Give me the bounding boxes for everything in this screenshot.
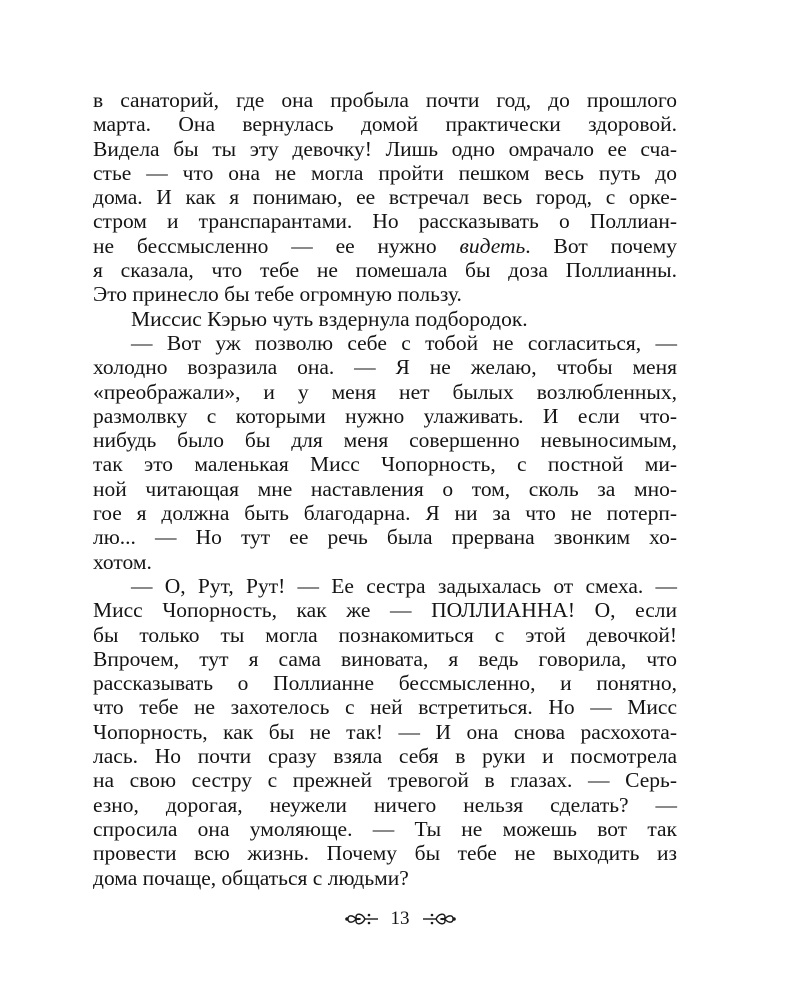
text-line: Мисс Чопорность, как же — ПОЛЛИАННА! О, если — [93, 598, 677, 623]
text-line: что тебе не захотелось с ней встретиться. Но — Мисс — [93, 695, 677, 720]
page-text — [93, 88, 677, 890]
text-line: — Вот уж позволю себе с тобой не согласиться, — — [131, 330, 677, 355]
text-line: «преображали», и у меня нет былых возлюбленных, — [93, 379, 677, 404]
text-line: хотом. — [93, 549, 152, 574]
text-line: лась. Но почти сразу взяла себя в руки и посмотрела — [93, 744, 677, 769]
text-line: Миссис Кэрью чуть вздернула подбородок. — [131, 306, 528, 331]
text-line: бы только ты могла познакомиться с этой девочкой! — [93, 622, 677, 647]
text-line: гое я должна быть благодарна. Я ни за что не потерп- — [93, 501, 677, 526]
text-line: в санаторий, где она пробыла почти год, до прошлого — [93, 88, 677, 112]
text-line: стье — что она не могла пройти пешком весь путь до — [93, 160, 677, 185]
text-line: нибудь было бы для меня совершенно невыносимым, — [93, 428, 677, 453]
text-line: рассказывать о Поллианне бессмысленно, и понятно, — [93, 671, 677, 696]
text-line: не бессмысленно — ее нужно видеть. Вот почему — [93, 233, 677, 258]
text-line: холодно возразила она. — Я не желаю, чтобы меня — [93, 355, 677, 380]
text-line: стром и транспарантами. Но рассказывать о Поллиан- — [93, 209, 677, 234]
text-line: дома. И как я понимаю, ее встречал весь город, с орке- — [93, 185, 677, 210]
right-ornament-icon — [422, 910, 456, 928]
text-line: провести всю жизнь. Почему бы тебе не выходить из — [93, 841, 677, 866]
text-line: так это маленькая Мисс Чопорность, с постной ми- — [93, 452, 677, 477]
text-line: Впрочем, тут я сама виновата, я ведь говорила, что — [93, 646, 677, 671]
text-line: размолвку с которыми нужно улаживать. И если что- — [93, 403, 677, 428]
text-line: спросила она умоляюще. — Ты не можешь вот так — [93, 816, 677, 841]
text-line: Видела бы ты эту девочку! Лишь одно омрачало ее сча- — [93, 136, 677, 161]
text-line: Это принесло бы тебе огромную пользу. — [93, 282, 462, 307]
text-line: езно, дорогая, неужели ничего нельзя сделать? — — [93, 792, 677, 817]
left-ornament-icon — [345, 910, 379, 928]
page-footer — [0, 908, 800, 930]
text-line: лю... — Но тут ее речь была прервана звонким хо- — [93, 525, 677, 550]
text-line: Чопорность, как бы не так! — И она снова расхохота- — [93, 719, 677, 744]
text-line: — О, Рут, Рут! — Ее сестра задыхалась от смеха. — — [131, 573, 677, 598]
text-line: марта. Она вернулась домой практически здоровой. — [93, 112, 677, 137]
text-line: на свою сестру с прежней тревогой в глазах. — Серь- — [93, 768, 677, 793]
text-line: я сказала, что тебе не помешала бы доза Поллианны. — [93, 258, 677, 283]
text-line: ной читающая мне наставления о том, сколь за мно- — [93, 476, 677, 501]
text-line: дома почаще, общаться с людьми? — [93, 865, 409, 890]
page-number: 13 — [390, 908, 410, 929]
